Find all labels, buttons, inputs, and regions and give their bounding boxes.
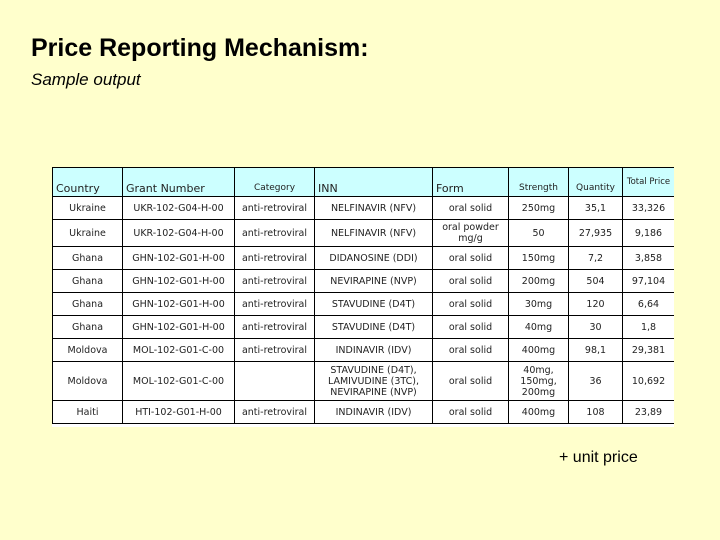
cell-quantity: 98,1 xyxy=(569,339,623,362)
cell-total: 97,104 xyxy=(623,270,675,293)
cell-form: oral powder mg/g xyxy=(433,220,509,247)
cell-strength: 40mg xyxy=(509,316,569,339)
cell-strength: 150mg xyxy=(509,247,569,270)
cell-form: oral solid xyxy=(433,362,509,401)
cell-strength: 250mg xyxy=(509,197,569,220)
cell-country: Ghana xyxy=(53,293,123,316)
cell-strength: 200mg xyxy=(509,270,569,293)
cell-total: 3,858 xyxy=(623,247,675,270)
cell-category: anti-retroviral xyxy=(235,220,315,247)
cell-quantity: 7,2 xyxy=(569,247,623,270)
col-header-inn: INN xyxy=(315,168,433,197)
cell-grant: MOL-102-G01-C-00 xyxy=(123,339,235,362)
cell-total: 29,381 xyxy=(623,339,675,362)
cell-total: 23,89 xyxy=(623,401,675,424)
cell-grant: MOL-102-G01-C-00 xyxy=(123,362,235,401)
cell-grant: GHN-102-G01-H-00 xyxy=(123,270,235,293)
cell-total: 1,8 xyxy=(623,316,675,339)
cell-quantity: 35,1 xyxy=(569,197,623,220)
col-header-grant-number: Grant Number xyxy=(123,168,235,197)
cell-country: Haiti xyxy=(53,401,123,424)
col-header-total-price: Total Price xyxy=(623,168,675,197)
cell-inn: NEVIRAPINE (NVP) xyxy=(315,270,433,293)
table-row xyxy=(53,293,675,316)
cell-grant: GHN-102-G01-H-00 xyxy=(123,247,235,270)
cell-category: anti-retroviral xyxy=(235,316,315,339)
cell-category: anti-retroviral xyxy=(235,270,315,293)
cell-inn: NELFINAVIR (NFV) xyxy=(315,197,433,220)
col-header-category: Category xyxy=(235,168,315,197)
cell-country: Ghana xyxy=(53,316,123,339)
cell-grant: GHN-102-G01-H-00 xyxy=(123,293,235,316)
cell-country: Ukraine xyxy=(53,220,123,247)
cell-total: 6,64 xyxy=(623,293,675,316)
price-report-table-container xyxy=(52,167,674,427)
table-row xyxy=(53,197,675,220)
cell-grant: HTI-102-G01-H-00 xyxy=(123,401,235,424)
cell-form: oral solid xyxy=(433,339,509,362)
cell-country: Ukraine xyxy=(53,197,123,220)
cell-form: oral solid xyxy=(433,293,509,316)
cell-country: Moldova xyxy=(53,339,123,362)
price-report-table xyxy=(52,167,674,424)
cell-inn: NELFINAVIR (NFV) xyxy=(315,220,433,247)
cell-form: oral solid xyxy=(433,247,509,270)
cell-grant: GHN-102-G01-H-00 xyxy=(123,316,235,339)
col-header-quantity: Quantity xyxy=(569,168,623,197)
cell-total: 33,326 xyxy=(623,197,675,220)
cell-form: oral solid xyxy=(433,197,509,220)
cell-inn: INDINAVIR (IDV) xyxy=(315,401,433,424)
table-row xyxy=(53,339,675,362)
cell-inn: INDINAVIR (IDV) xyxy=(315,339,433,362)
cell-quantity: 108 xyxy=(569,401,623,424)
cell-inn: STAVUDINE (D4T), LAMIVUDINE (3TC), NEVIRAPINE (NVP) xyxy=(315,362,433,401)
cell-strength: 30mg xyxy=(509,293,569,316)
cell-form: oral solid xyxy=(433,270,509,293)
cell-quantity: 36 xyxy=(569,362,623,401)
table-header-row xyxy=(53,168,675,197)
cell-country: Ghana xyxy=(53,247,123,270)
cell-total: 9,186 xyxy=(623,220,675,247)
table-row xyxy=(53,316,675,339)
col-header-country: Country xyxy=(53,168,123,197)
cell-form: oral solid xyxy=(433,401,509,424)
slide-subtitle: Sample output xyxy=(31,70,141,89)
slide-title: Price Reporting Mechanism: xyxy=(31,34,369,62)
table-row xyxy=(53,247,675,270)
cell-inn: STAVUDINE (D4T) xyxy=(315,316,433,339)
cell-category xyxy=(235,362,315,401)
cell-category: anti-retroviral xyxy=(235,339,315,362)
table-row xyxy=(53,270,675,293)
cell-country: Moldova xyxy=(53,362,123,401)
cell-country: Ghana xyxy=(53,270,123,293)
unit-price-footnote: + unit price xyxy=(559,449,638,466)
cell-inn: STAVUDINE (D4T) xyxy=(315,293,433,316)
cell-strength: 400mg xyxy=(509,401,569,424)
cell-category: anti-retroviral xyxy=(235,197,315,220)
col-header-strength: Strength xyxy=(509,168,569,197)
col-header-form: Form xyxy=(433,168,509,197)
cell-total: 10,692 xyxy=(623,362,675,401)
cell-strength: 400mg xyxy=(509,339,569,362)
cell-strength: 50 xyxy=(509,220,569,247)
cell-quantity: 120 xyxy=(569,293,623,316)
cell-category: anti-retroviral xyxy=(235,401,315,424)
table-row xyxy=(53,401,675,424)
table-row xyxy=(53,362,675,401)
cell-quantity: 27,935 xyxy=(569,220,623,247)
cell-quantity: 30 xyxy=(569,316,623,339)
cell-grant: UKR-102-G04-H-00 xyxy=(123,197,235,220)
cell-strength: 40mg, 150mg, 200mg xyxy=(509,362,569,401)
cell-category: anti-retroviral xyxy=(235,247,315,270)
table-row xyxy=(53,220,675,247)
cell-inn: DIDANOSINE (DDI) xyxy=(315,247,433,270)
cell-quantity: 504 xyxy=(569,270,623,293)
cell-form: oral solid xyxy=(433,316,509,339)
cell-grant: UKR-102-G04-H-00 xyxy=(123,220,235,247)
cell-category: anti-retroviral xyxy=(235,293,315,316)
